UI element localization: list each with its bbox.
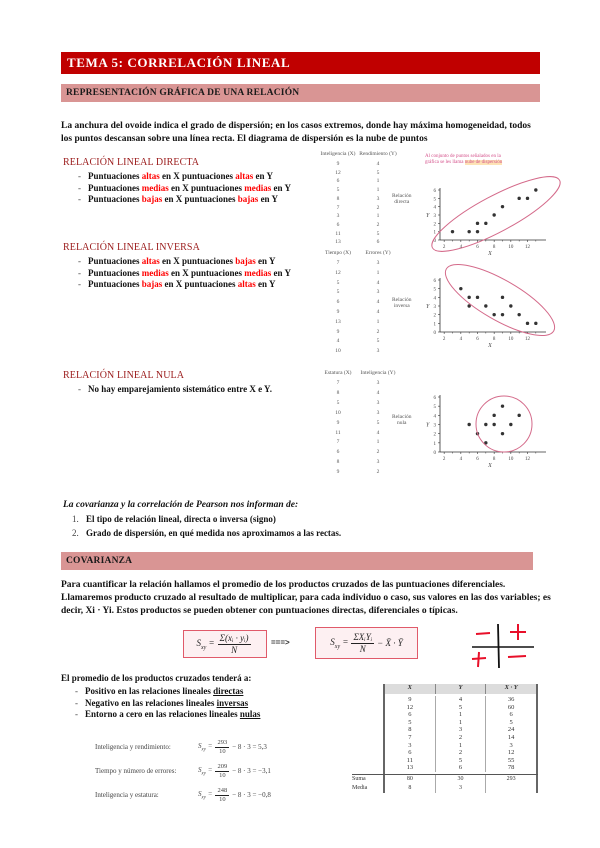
svg-text:1: 1 [433,322,436,328]
list-item-nula: - No hay emparejamiento sistemático entre X e Y. [78,384,272,394]
table-cell: 6 [509,711,513,719]
svg-text:2: 2 [442,245,446,250]
svg-text:3: 3 [433,305,436,310]
table-cell: 12 [507,749,515,757]
svg-text:4: 4 [433,205,436,211]
list-item: - Puntuaciones medias en X puntuaciones medias en Y [78,182,291,193]
table-row [385,734,536,742]
svg-text:4: 4 [459,337,463,342]
col-y-values: 4 5 1 1 3 2 1 2 5 6 [376,161,380,246]
covarianza-paragraph: Para cuantificar la relación hallamos el promedio de los productos cruzados de las puntuaciones diferenciales. Llamaremos producto cruzado al resultado de multiplicar, para cada individuo o caso, sus valores en las dos variables; es decir, Xi · Yi. Estos productos se pueden obtener con puntuaciones directas, diferenciales o típicas. [61,580,551,616]
list-directa [78,171,291,206]
table-cell: 14 [507,733,515,741]
covariance-examples [95,735,325,807]
svg-text:3: 3 [433,423,436,429]
table-cell: 60 [507,703,515,711]
list-item: 1. El tipo de relación lineal, directa o inversa (signo) [72,514,276,524]
list-item: - Puntuaciones bajas en X puntuaciones altas en Y [78,279,276,289]
table-cell: 1 [436,711,487,719]
table-row [385,726,536,734]
page-title: TEMA 5: CORRELACIÓN LINEAL [61,52,540,74]
figure-table-directa: Inteligencia (X) Rendimiento (Y) 9 12 6 5 8 7 3 6 11 13 4 5 1 1 3 2 1 2 5 6 [318,151,398,251]
table-row [385,742,536,750]
svg-text:2: 2 [442,337,446,342]
table-mean-row: Media 8 3 [352,784,538,793]
table-cell: 24 [507,726,515,734]
heading-directa: RELACIÓN LINEAL DIRECTA [63,157,200,168]
table-cell: 2 [436,734,487,742]
heading-inversa: RELACIÓN LINEAL INVERSA [63,242,200,253]
intro-paragraph [61,120,551,145]
formula-covariance-computational: $S_{xy}$ = $\frac{\text{ΣXᵢYᵢ}}{N}$ − X̄ · Ȳ [315,627,418,659]
table-row [385,696,536,704]
section-header-representacion: REPRESENTACIÓN GRÁFICA DE UNA RELACIÓN [61,84,540,102]
minus-sign-icon [508,656,526,657]
svg-text:5: 5 [433,197,436,203]
table-cell: 3 [436,726,487,734]
svg-text:4: 4 [459,245,463,250]
table-row [385,757,536,765]
svg-text:2: 2 [433,432,436,438]
list-item: - Puntuaciones bajas en X puntuaciones bajas en Y [78,194,278,204]
table-row [385,749,536,757]
scatter-annotation: Al conjunto de puntos señalados en la gráfica se les llama nube de dispersión [425,154,503,165]
svg-text:X: X [488,251,492,257]
example-row: Inteligencia y estatura: $S_{xy}$ = $\frac{248}{10}$ − 8 · 3 = −0,8 [95,786,271,803]
list-inversa [78,256,291,291]
table-sum-row: Suma 80 30 293 [352,775,538,784]
table-cell: 12 [385,704,436,712]
section-header-covarianza: COVARIANZA [61,552,533,570]
table-cell: 8 [385,726,436,734]
svg-text:6: 6 [476,457,479,462]
col-x-values: 9 12 6 5 8 7 3 6 11 13 [335,161,341,246]
table-cell: 78 [507,764,515,772]
table-cell: 5 [385,719,436,727]
table-cell: 1 [436,742,487,750]
intro-line-1: La anchura del ovoide indica el grado de dispersión; en los casos extremos, donde hay máxima homogeneidad, todos [61,121,531,131]
table-cell: 5 [436,757,487,765]
svg-text:10: 10 [508,245,514,250]
example-row: Tiempo y número de errores: $S_{xy}$ = $\frac{209}{10}$ − 8 · 3 = −3,1 [95,762,271,779]
example-row: Inteligencia y rendimiento: $S_{xy}$ = $\frac{293}{10}$ − 8 · 3 = 5,3 [95,738,267,755]
list-item: - Positivo en las relaciones lineales directas [75,686,244,696]
table-cell: 11 [385,757,436,765]
svg-text:0: 0 [433,451,436,456]
col-x-values: 7 12 5 5 6 9 13 9 4 10 [335,260,341,355]
table-cell: 4 [436,696,487,704]
svg-text:12: 12 [525,245,530,250]
table-cell: 3 [509,741,513,749]
arrow-implies: ===> [271,638,290,647]
table-cell: 3 [385,742,436,750]
svg-text:8: 8 [492,245,496,250]
table-cell: 13 [385,764,436,772]
table-cell: 9 [385,696,436,704]
svg-text:Y: Y [426,213,430,219]
table-cell: 5 [509,718,513,726]
table-cell: 2 [436,749,487,757]
figure-label-nula: Relación nula [392,414,412,426]
svg-text:0: 0 [433,239,436,244]
col-y-values: 3 4 3 3 5 4 1 2 3 2 [376,380,380,476]
col-x-values: 7 8 5 10 9 11 7 6 8 9 [335,380,341,476]
svg-text:6: 6 [433,396,436,401]
figure-table-nula: Estatura (X) Inteligencia (Y) 7 8 5 10 9 11 7 6 8 9 3 4 3 3 5 4 1 2 3 2 [318,370,398,480]
table-body [383,694,538,774]
svg-text:5: 5 [433,405,436,411]
list-item: - Puntuaciones altas en X puntuaciones bajas en Y [78,256,276,266]
table-row [385,719,536,727]
svg-text:3: 3 [433,214,436,219]
svg-text:12: 12 [525,457,530,462]
svg-text:2: 2 [433,313,436,319]
svg-text:6: 6 [476,245,479,250]
figure-label-directa: Relación directa [392,193,412,205]
tendency-lead: El promedio de los productos cruzados tenderá a: [61,673,252,683]
figure-label-inversa: Relación inversa [392,297,412,309]
pearson-lead: La covarianza y la correlación de Pearson nos informan de: [63,500,299,510]
scatter-plot-directa [418,170,558,257]
table-cell: 36 [507,696,515,703]
table-row [385,764,536,772]
list-item: - Puntuaciones medias en X puntuaciones medias en Y [78,267,291,278]
products-table [352,684,538,793]
table-cell: 55 [507,756,515,764]
svg-text:Y: Y [426,422,430,429]
list-item: - Entorno a cero en las relaciones lineales nulas [75,709,261,719]
heading-nula: RELACIÓN LINEAL NULA [63,370,185,381]
table-cell: 6 [385,711,436,719]
svg-text:2: 2 [433,222,436,228]
svg-text:4: 4 [433,414,436,420]
table-cell: 5 [436,704,487,712]
svg-text:1: 1 [433,441,436,447]
scatter-plot-nula [418,380,558,472]
svg-text:5: 5 [433,287,436,293]
svg-text:10: 10 [508,337,514,342]
svg-text:8: 8 [492,457,496,462]
svg-text:6: 6 [476,337,479,342]
scatter-plot-inversa [418,262,558,354]
pearson-list [72,514,341,539]
svg-text:0: 0 [433,331,436,336]
svg-text:6: 6 [433,279,436,284]
tendency-list [75,686,260,721]
table-cell: 7 [385,734,436,742]
list-item: - Negativo en las relaciones lineales inversas [75,697,249,708]
table-row [385,704,536,712]
figure-table-inversa: Tiempo (X) Errores (Y) 7 12 5 5 6 9 13 9 4 10 3 1 4 3 4 4 1 2 5 3 [318,250,398,360]
svg-text:Y: Y [426,304,430,310]
table-cell: 6 [385,749,436,757]
list-item: 2. Grado de dispersión, en qué medida nos aproximamos a las rectas. [72,527,342,538]
table-cell: 6 [436,764,487,772]
svg-text:4: 4 [433,296,436,302]
formula-covariance-definition: $S_{xy}$ = $\frac{\text{Σ(xᵢ · yᵢ)}}{N}$ [183,630,267,658]
col-y-values: 3 1 4 3 4 4 1 2 5 3 [376,260,380,355]
svg-text:4: 4 [459,457,463,462]
svg-text:12: 12 [525,337,530,342]
table-row [385,711,536,719]
svg-text:6: 6 [433,189,436,194]
minus-sign-icon [476,633,490,634]
svg-text:X: X [488,343,492,349]
svg-text:8: 8 [492,337,496,342]
list-item: - Puntuaciones altas en X puntuaciones altas en Y [78,171,273,181]
svg-text:2: 2 [442,457,446,462]
sign-quadrants-sketch [468,620,540,674]
svg-text:X: X [488,463,492,469]
intro-line-2: los puntos descansan sobre una línea recta. El diagrama de dispersión es la nube de puntos [61,133,428,144]
svg-text:10: 10 [508,457,514,462]
svg-text:1: 1 [433,230,436,236]
table-header-row: X Y X · Y [383,684,538,694]
table-cell: 1 [436,719,487,727]
